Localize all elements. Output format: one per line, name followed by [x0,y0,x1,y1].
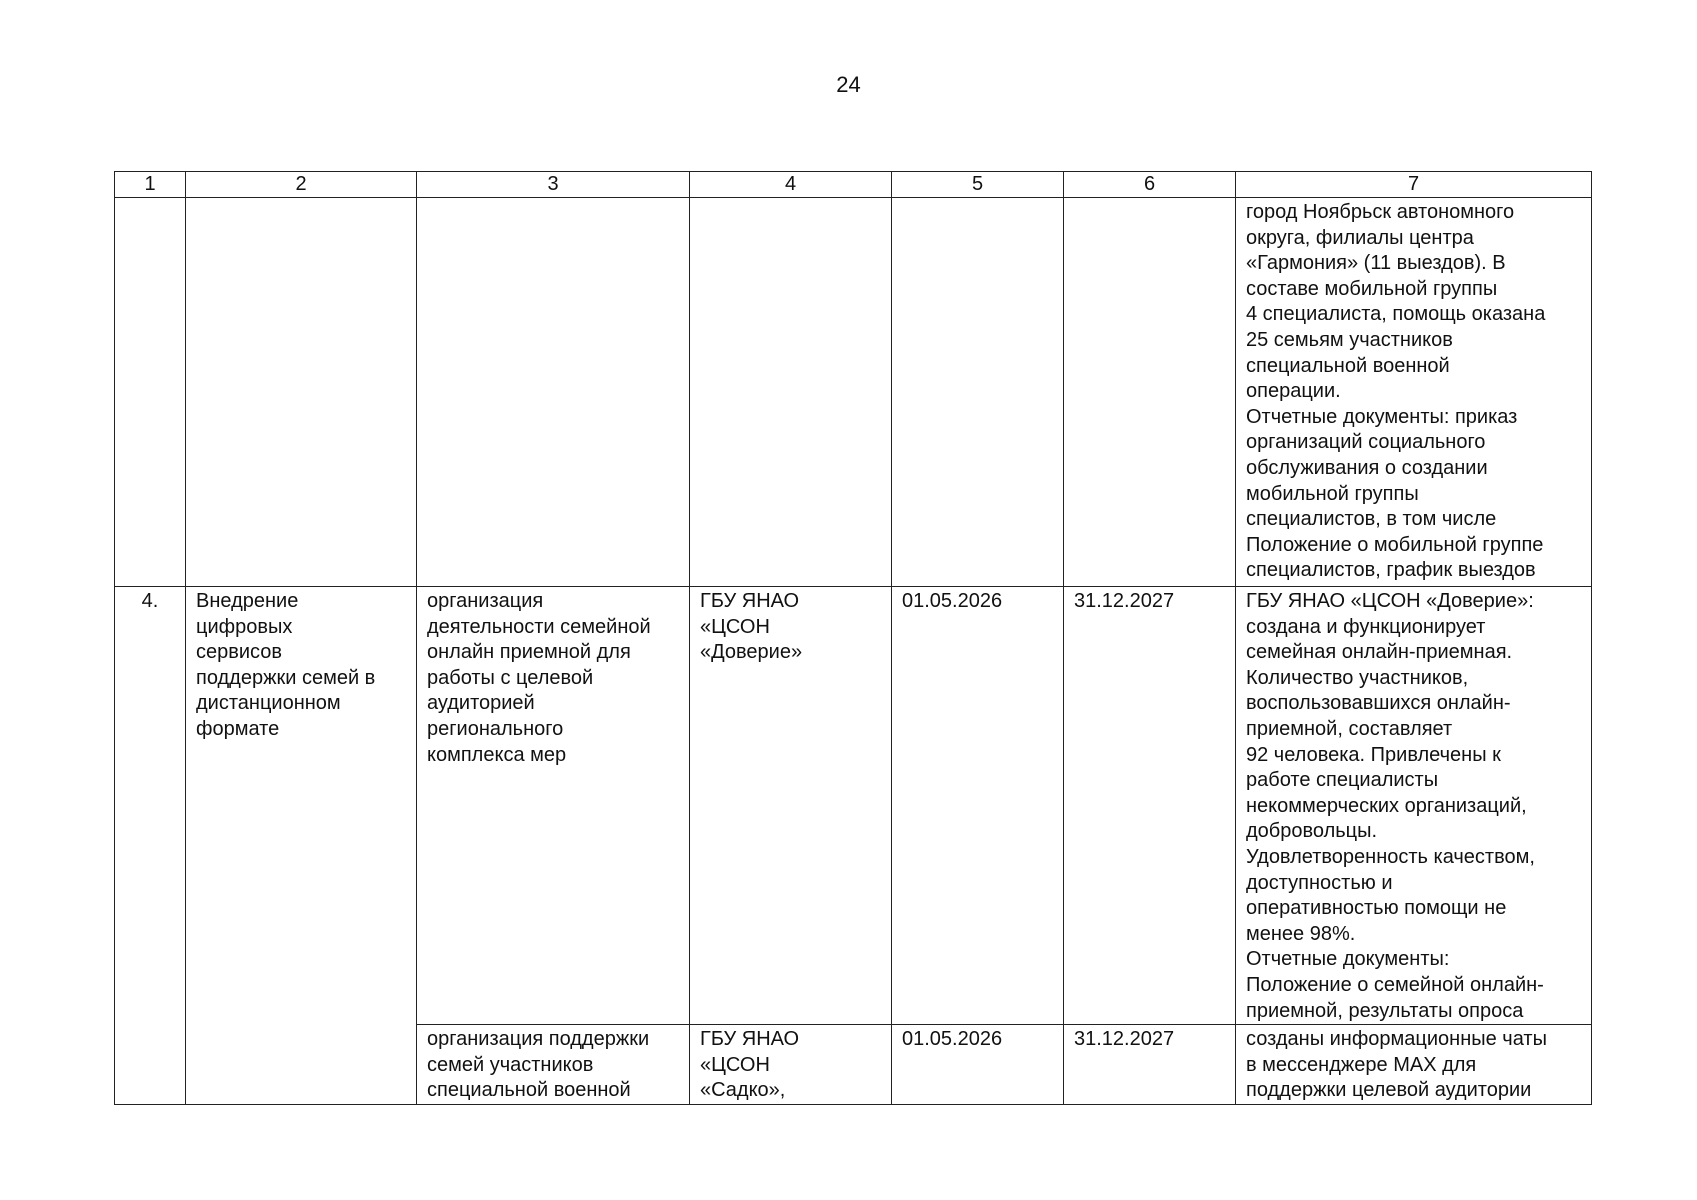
table-cell-empty [892,198,1064,587]
activity-cell: организация поддержки семей участников специальной военной [417,1025,690,1105]
result-cell-continuation: город Ноябрьск автономного округа, филиалы центра «Гармония» (11 выездов). В составе мобильной группы 4 специалиста, помощь оказана 25 семьям участников специальной военной операции. Отчетные документы: приказ организаций социального обслуживания о создании мобильной группы специалистов, в том числе Положение о мобильной группе специалистов, график выездов [1236,198,1592,587]
column-header-3: 3 [417,172,690,198]
responsible-cell: ГБУ ЯНАО «ЦСОН «Доверие» [690,587,892,1025]
start-date-cell: 01.05.2026 [892,1025,1064,1105]
column-header-7: 7 [1236,172,1592,198]
table-cell-empty [186,198,417,587]
column-header-5: 5 [892,172,1064,198]
result-cell: созданы информационные чаты в мессенджере MAX для поддержки целевой аудитории [1236,1025,1592,1105]
result-cell: ГБУ ЯНАО «ЦСОН «Доверие»: создана и функционирует семейная онлайн-приемная. Количество участников, воспользовавшихся онлайн- приемной, составляет 92 человека. Привлечены к работе специалисты некоммерческих организаций, добровольцы. Удовлетворенность качеством, доступностью и оперативностью помощи не менее 98%. Отчетные документы: Положение о семейной онлайн- приемной, результаты опроса [1236,587,1592,1025]
column-header-2: 2 [186,172,417,198]
table-cell-empty [1064,198,1236,587]
table-row-continuation [115,198,1592,587]
page-number: 24 [836,72,861,97]
item-title-cell: Внедрение цифровых сервисов поддержки семей в дистанционном формате [186,587,417,1105]
end-date-cell: 31.12.2027 [1064,587,1236,1025]
measures-table [114,171,1592,1105]
activity-cell: организация деятельности семейной онлайн приемной для работы с целевой аудиторией регионального комплекса мер [417,587,690,1025]
end-date-cell: 31.12.2027 [1064,1025,1236,1105]
column-number-header-row [115,172,1592,198]
start-date-cell: 01.05.2026 [892,587,1064,1025]
responsible-cell: ГБУ ЯНАО «ЦСОН «Садко», [690,1025,892,1105]
item-number-cell: 4. [115,587,186,1105]
table-cell-empty [690,198,892,587]
column-header-6: 6 [1064,172,1236,198]
table-cell-empty [115,198,186,587]
table-row-item-4-online-reception [115,587,1592,1025]
table-cell-empty [417,198,690,587]
column-header-4: 4 [690,172,892,198]
column-header-1: 1 [115,172,186,198]
